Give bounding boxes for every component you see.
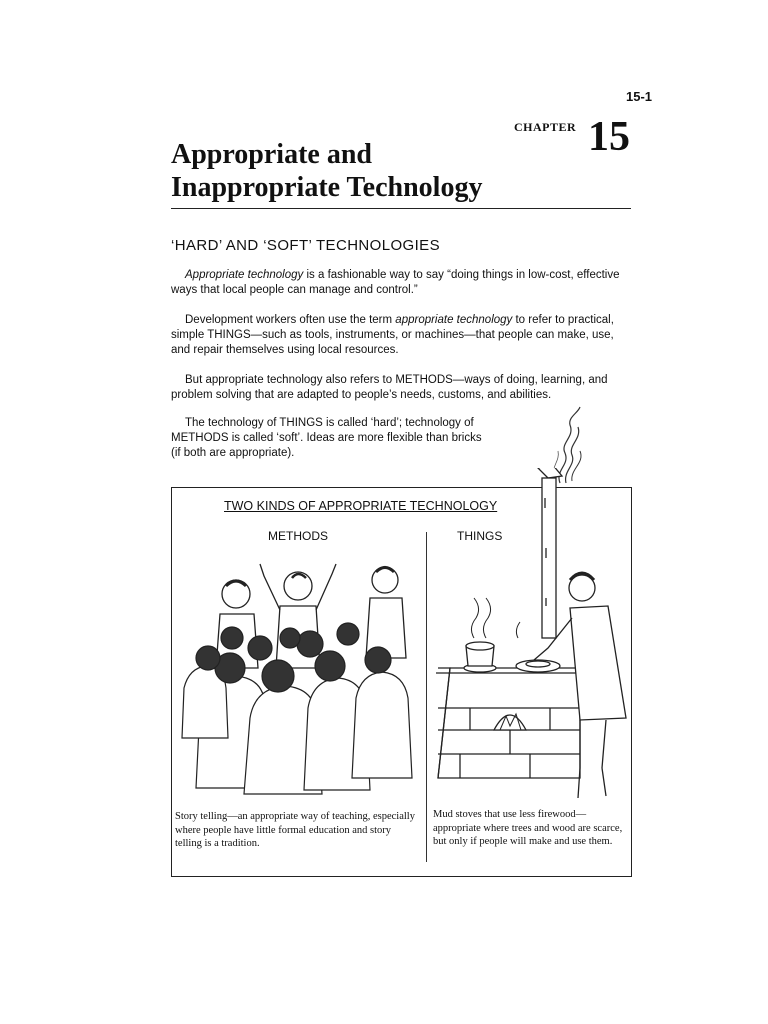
things-heading: THINGS: [457, 529, 503, 543]
paragraph-1-text: is a fashionable way to say “doing things in low-cost, effective ways that local people can manage and control.”: [171, 269, 620, 296]
chapter-title: [171, 138, 591, 204]
mud-stove-caption: Mud stoves that use less firewood—appropriate where trees and wood are scarce, but only if people will make and use them.: [433, 809, 623, 847]
title-rule: [171, 208, 631, 209]
paragraph-2-term: appropriate technology: [395, 314, 513, 326]
paragraph-2: [171, 313, 631, 358]
chapter-label: CHAPTER: [514, 120, 577, 134]
paragraph-1: [171, 268, 631, 298]
paragraph-3: [171, 373, 631, 403]
page-number: 15-1: [626, 89, 653, 104]
methods-heading: METHODS: [268, 529, 328, 543]
chapter-number: 15: [588, 114, 630, 160]
paragraph-2-pre: Development workers often use the term: [185, 314, 396, 326]
storytelling-caption: Story telling—an appropriate way of teaching, especially where people have little formal education and story telling is a tradition.: [175, 811, 415, 849]
figure-title: TWO KINDS OF APPROPRIATE TECHNOLOGY: [224, 499, 498, 513]
mud-stove-illustration: [430, 468, 630, 803]
column-divider: [426, 532, 427, 862]
paragraph-4: [171, 416, 491, 461]
paragraph-3-text: But appropriate technology also refers to METHODS—ways of doing, learning, and problem solving that are adapted to people’s needs, customs, and abilities.: [171, 374, 608, 401]
section-heading: ‘HARD’ AND ‘SOFT’ TECHNOLOGIES: [171, 237, 440, 254]
paragraph-4-text: The technology of THINGS is called ‘hard’; technology of METHODS is called ‘soft’. Ideas are more flexible than bricks (if both are appropriate).: [171, 417, 482, 459]
paragraph-1-lead: Appropriate technology: [185, 269, 304, 281]
storytelling-illustration: [180, 558, 420, 803]
figure-box: [171, 487, 632, 877]
chapter-title-line-2: Inappropriate Technology: [171, 172, 483, 203]
chapter-title-line-1: Appropriate and: [171, 139, 372, 170]
paragraph-2-post: to refer to practical, simple THINGS—such as tools, instruments, or machines—that people can make, use, and repair themselves using local resources.: [171, 314, 614, 356]
